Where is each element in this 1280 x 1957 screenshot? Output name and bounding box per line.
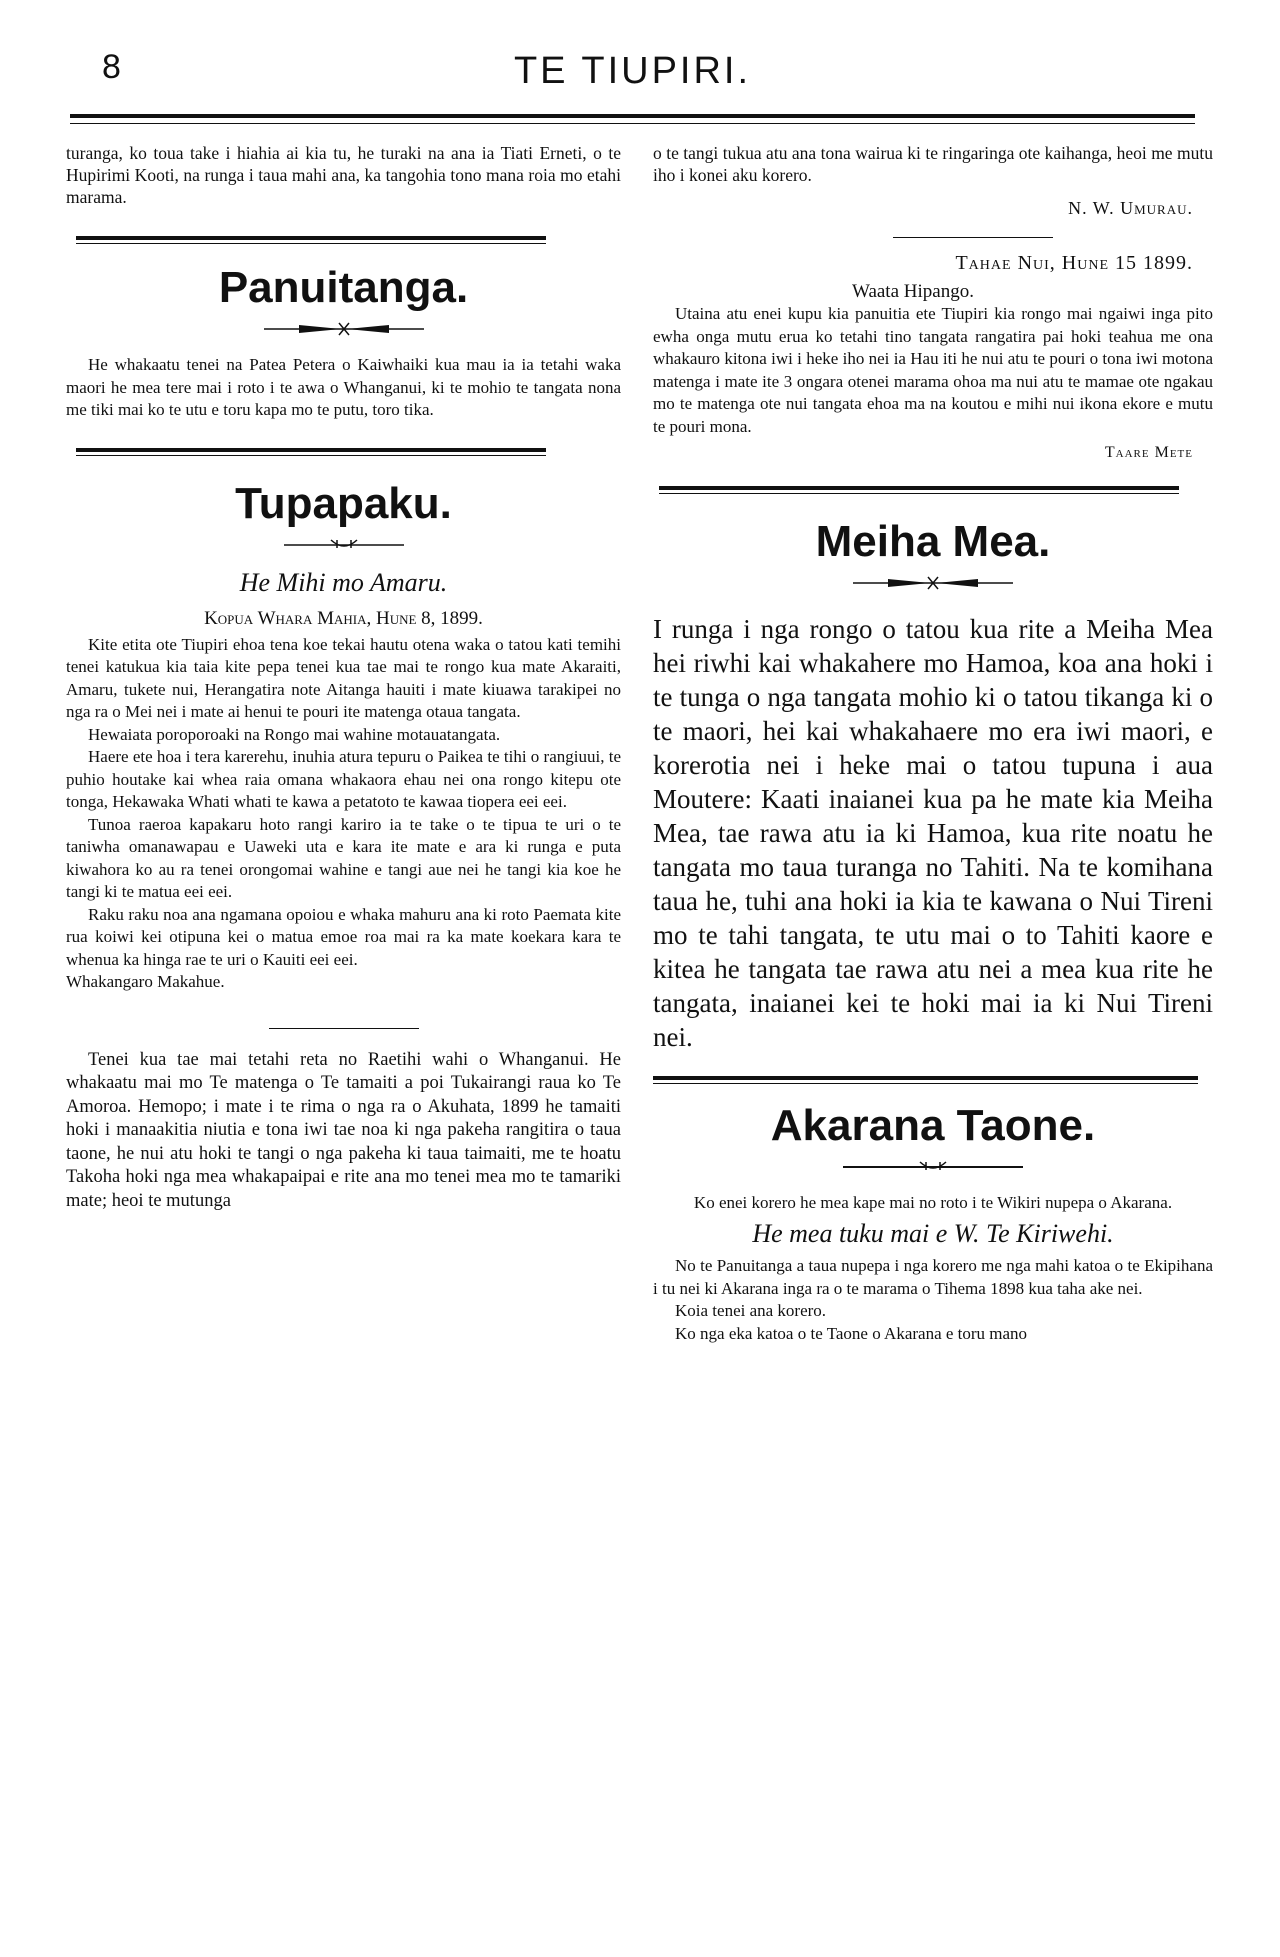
ornament-icon (848, 574, 1018, 592)
meiha-heading: Meiha Mea. (815, 517, 1051, 566)
left-intro-paragraph: turanga, ko toua take i hiahia ai kia tu, he turaki na ana ia Tiati Erneti, o te Hupirimi Kooti, na runga i taua mahi ana, ka tangohia tono mana roia mo etahi marama. (66, 143, 621, 207)
intro-signature: N. W. Umurau. (1068, 198, 1193, 218)
tupapaku-paragraph: Kite etita ote Tiupiri ehoa tena koe tekai hautu otena waka o tatou kati temihi tenei katukua kia taia kite pepa tenei kua tae mai te rongo kua mate Akaraiti, Amaru, tukete nui, Herangatira note Aitanga hauiti i mate kiuawa tarakipei no nga ra o Mei nei i mate ai henui te pouri ite matenga otaua tangata. (66, 634, 621, 721)
header-rule-thin (70, 123, 1195, 124)
tupapaku-heading: Tupapaku. (235, 478, 452, 528)
ornament-icon (838, 1158, 1028, 1176)
tupapaku-signature: Whakangaro Makahue. (66, 972, 225, 991)
section-divider (653, 1076, 1198, 1084)
section-divider (659, 486, 1179, 494)
tahae-body: Utaina atu enei kupu kia panuitia ete Tiupiri kia rongo mai ngaiwi inga pito ewha onga mutu erua ko tetahi tino tangata rangatira pai hoki teahua me ona whakauro kitona iwi i heke iho nei ia Hau iti he nui atu te pouri o tona iwi motona matenga i mate ite 3 ongara otenei marama ohoa ma nui atu te mamae ote ngakau mo te matenga ote nui tangata ehoa ma na koutou e mihi nui ikona ekore e mutu te pouri mona. (653, 304, 1213, 436)
tupapaku-paragraph: Raku raku noa ana ngamana opoiou e whaka mahuru ana ki roto Paemata kite rua koiwi kei otipuna kei o matua emoe roa mai ra ka mate koekara kara te whenua ka hinga rae te uri o Kauiti eei eei. (66, 904, 621, 969)
tupapaku-paragraph: Tunoa raeroa kapakaru hoto rangi kariro ia te take o te tipua te uri o te taniwha omanawapau e Uaweki uta e kara ite mate e ara ki runga e puta kiwahora ko au ra tenei orongomai wahine e tangi aue nei he tangi kia koe he tangi ki te matua eei eei. (66, 814, 621, 901)
left-column (66, 142, 621, 1213)
masthead-title: TE TIUPIRI. (513, 50, 752, 92)
tupapaku-subtitle: He Mihi mo Amaru. (239, 567, 448, 597)
panuitanga-body: He whakaatu tenei na Patea Petera o Kaiwhaiki kua mau ia ia tetahi waka maori he mea tere mai i roto i te awa o Whanganui, ki te mohio te tangata nona me tiki mai ko te utu e toru kapa mo te putu, toro tika. (66, 355, 621, 419)
section-divider (76, 236, 546, 244)
akarana-paragraph: Ko nga eka katoa o te Taone o Akarana e toru mano (675, 1323, 1028, 1343)
tupapaku-paragraph: Hewaiata poroporoaki na Rongo mai wahine motauatangata. (88, 724, 501, 744)
page-header (70, 30, 1195, 110)
right-column (653, 142, 1213, 1345)
page-number: 8 (102, 48, 121, 86)
panuitanga-heading: Panuitanga. (218, 263, 469, 312)
section-divider (76, 448, 546, 456)
tahae-signature: Taare Mete (1104, 444, 1193, 461)
letter-paragraph: Tenei kua tae mai tetahi reta no Raetihi wahi o Whanganui. He whakaatu mai mo Te matenga o Te tamaiti a poi Tukairangi raua ko Te Amoroa. Hemopo; i mate i te rima o nga ra o Akuhata, 1899 he tamaiti hoki i manaakitia niutia e tona iwi tae noa ki nga pakeha rangitira o taua taone, he nui atu hoki te tangi o nga pakeha ki taua taimaiti, me te hoatu Takoha hoki nga mea whakapaipai e rite ana mo tenei mea mo te tamariki mate; heoi te mutunga (66, 1049, 621, 1211)
tupapaku-paragraph: Haere ete hoa i tera karerehu, inuhia atura tepuru o Paikea te tihi o rangiuui, te puhio houtake kai whea raia omana whakaora ehau nei ona rongo kitepu ote tonga, Hekawaka Whati whati te kawa a petatoto te kawaa tiopera eei eei. (66, 747, 621, 811)
tahae-dateline: Tahae Nui, Hune 15 1899. (955, 252, 1193, 274)
tahae-salutation: Waata Hipango. (852, 281, 974, 302)
akarana-intro: Ko enei korero he mea kape mai no roto i te Wikiri nupepa o Akarana. (693, 1193, 1173, 1212)
akarana-heading: Akarana Taone. (770, 1101, 1096, 1150)
meiha-body: I runga i nga rongo o tatou kua rite a Meiha Mea hei riwhi kai whakahere mo Hamoa, koa ana hoki i te tunga o nga tangata mohio ki o tatou tikanga ki o te maori, hei kai whakahaere mo era iwi maori, e korerotia nei i heke mai o tatou tupuna i aua Moutere: Kaati inaianei kua pa he mate kia Meiha Mea, tae rawa atu ia ki Hamoa, kua rite noatu he tangata mo taua turanga no Tahiti. Na te komihana taua he, tuhi ana hoki ia kia te kawana o Nui Tireni mo te tahi tangata, te utu mai o to Tahiti kaore e kitea he tangata tae rawa atu nei a mea kua rite he tangata, inaianei kei te hoki mai ia ki Nui Tireni nei. (653, 614, 1213, 1052)
akarana-paragraph: No te Panuitanga a taua nupepa i nga korero me nga mahi katoa o te Ekipihana i tu nei ki Akarana inga ra o te marama o Tihema 1898 kua taha ake nei. (653, 1256, 1213, 1298)
tupapaku-dateline: Kopua Whara Mahia, Hune 8, 1899. (204, 607, 483, 629)
ornament-icon (279, 536, 409, 554)
header-rule (70, 114, 1195, 118)
akarana-paragraph: Koia tenei ana korero. (675, 1301, 827, 1320)
right-intro-paragraph: o te tangi tukua atu ana tona wairua ki te ringaringa ote kaihanga, heoi me mutu iho i konei aku korero. (653, 143, 1213, 185)
ornament-icon (259, 320, 429, 338)
akarana-byline: He mea tuku mai e W. Te Kiriwehi. (752, 1219, 1114, 1248)
